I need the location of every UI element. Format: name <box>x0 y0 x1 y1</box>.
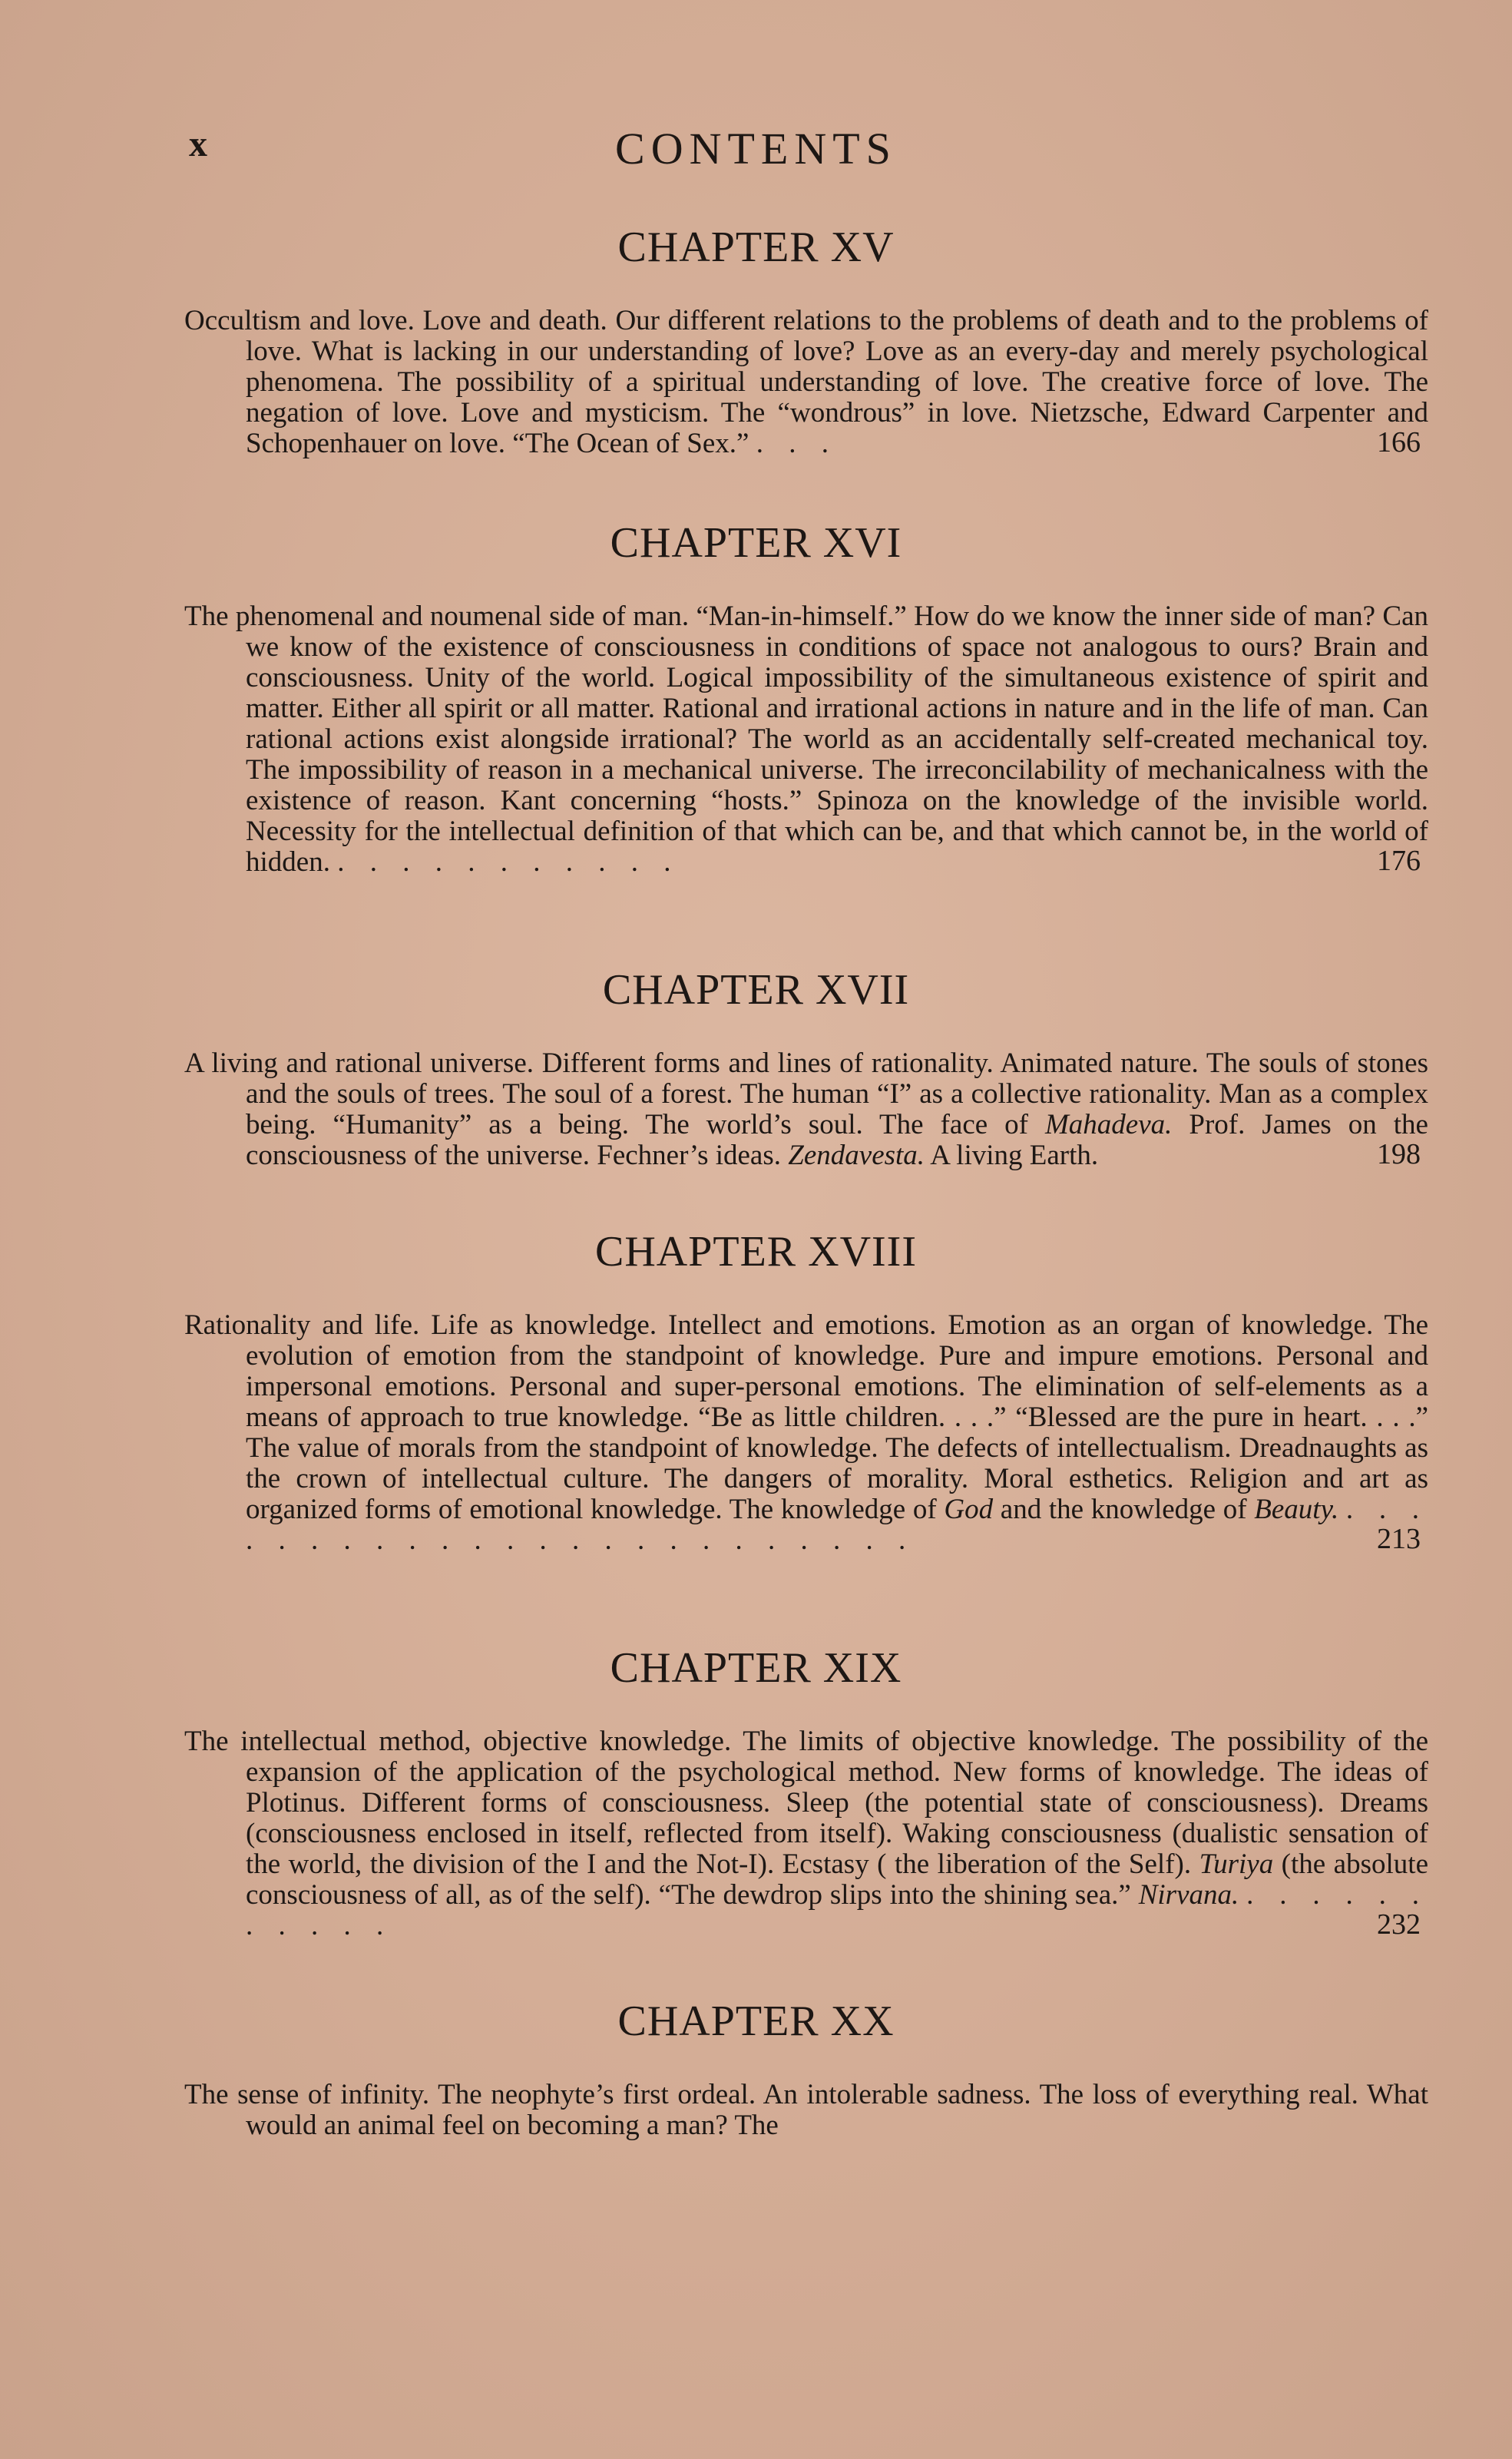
summary-text: (the absolute consciousness of all, as of the self). “The dewdrop slips into the shining sea.” <box>246 1848 1428 1911</box>
chapter-xix <box>0 1643 1512 1941</box>
chapter-xv <box>0 223 1512 459</box>
chapter-xvii <box>0 965 1512 1171</box>
summary-text: The intellectual method, objective knowledge. The limits of objective knowledge. The possibility of the expansion of the application of the psychological method. New forms of knowledge. The ideas of Plotinus. Different forms of consciousness. Sleep (the potential state of consciousness). Dreams (consciousness enclosed in itself, reflected from itself). Waking consciousness (dualistic sensation of the world, the division of the I and the Not-I). Ecstasy ( the liberation of the Self). <box>184 1726 1428 1880</box>
dot-leader: . . . . . . . . . . . . . . . . . . . . . . . . <box>246 1494 1429 1556</box>
page-number: 176 <box>1377 845 1421 877</box>
chapter-heading: CHAPTER XV <box>617 223 895 271</box>
summary-text: A living and rational universe. Different forms and lines of rationality. Animated nature. The souls of stones and the souls of trees. The soul of a forest. The human “I” as a collective rationality. Man as a complex being. “Humanity” as a being. The world’s soul. The face of <box>184 1047 1428 1140</box>
summary-text: Rationality and life. Life as knowledge. Intellect and emotions. Emotion as an organ of knowledge. The evolution of emotion from the standpoint of knowledge. Pure and impure emotions. Personal and impersonal emotions. Personal and super-personal emotions. The elimination of self-elements as a means of approach to true knowledge. “Be as little children. . . .” “Blessed are the pure in heart. . . .” The value of morals from the standpoint of knowledge. The defects of intellectualism. Dreadnaughts as the crown of intellectual culture. The dangers of morality. Moral esthetics. Religion and art as organized forms of emotional knowledge. The knowledge of <box>184 1309 1428 1525</box>
summary-text: The sense of infinity. The neophyte’s first ordeal. An intolerable sadness. The loss of everything real. What would an animal feel on becoming a man? The <box>184 2079 1428 2141</box>
chapter-entry <box>184 1047 1428 1171</box>
chapter-entry <box>184 305 1428 459</box>
dot-leader: . . . . . . . . . . . <box>337 846 680 878</box>
page-numeral: x <box>189 124 207 164</box>
summary-text: and the knowledge of <box>993 1494 1255 1525</box>
italic-term: Zendavesta. <box>788 1140 925 1171</box>
chapter-xviii <box>0 1227 1512 1556</box>
chapter-heading: CHAPTER XX <box>617 1997 895 2045</box>
page-title: CONTENTS <box>615 124 897 174</box>
italic-term: Mahadeva. <box>1044 1109 1173 1140</box>
chapter-summary <box>184 1726 1428 1941</box>
chapter-entry <box>184 1726 1429 1941</box>
italic-term: Beauty. <box>1254 1494 1339 1525</box>
dot-leader: . . . . . . . . . . . <box>246 1879 1429 1941</box>
summary-text: A living Earth. <box>925 1140 1099 1171</box>
chapter-summary <box>184 1048 1428 1171</box>
page-number: 232 <box>1377 1908 1421 1941</box>
chapter-entry <box>184 601 1428 878</box>
chapter-xvi <box>0 518 1512 878</box>
chapter-heading: CHAPTER XVII <box>602 966 910 1014</box>
chapter-entry <box>184 2079 1428 2141</box>
summary-text: The phenomenal and noumenal side of man. “Man-in-himself.” How do we know the inner side of man? Can we know of the existence of consciousness in conditions of space not analogous to ours? Brain and consciousness. Unity of the world. Logical impossibility of the simultaneous existence of spirit and matter. Either all spirit or all matter. Rational and irrational actions in nature and in the life of man. Can rational actions exist alongside irrational? The world as an accidentally self-created mechanical toy. The impossibility of reason in a mechanical universe. The irreconcilability of mechanicalness with the existence of reason. Kant concerning “hosts.” Spinoza on the knowledge of the invisible world. Necessity for the intellectual definition of that which can be, and that which cannot be, in the world of hidden. <box>184 601 1428 878</box>
chapter-summary <box>184 306 1428 459</box>
chapter-entry <box>184 1309 1429 1556</box>
dot-leader: . . . <box>756 428 838 459</box>
chapter-xx <box>0 1997 1512 2141</box>
chapter-summary <box>184 1310 1428 1556</box>
italic-term: Turiya <box>1199 1848 1274 1880</box>
chapter-summary <box>184 601 1428 878</box>
chapter-heading: CHAPTER XVIII <box>595 1228 917 1276</box>
page-number: 166 <box>1377 426 1421 458</box>
italic-term: God <box>944 1494 994 1525</box>
chapter-heading: CHAPTER XVI <box>610 519 902 567</box>
page-number: 213 <box>1377 1523 1421 1555</box>
summary-text: Prof. James on the consciousness of the universe. Fechner’s ideas. <box>246 1109 1428 1171</box>
italic-term: Nirvana. <box>1138 1879 1239 1911</box>
chapter-heading: CHAPTER XIX <box>610 1644 902 1692</box>
page-number: 198 <box>1377 1138 1421 1170</box>
summary-text: Occultism and love. Love and death. Our different relations to the problems of death and to the problems of love. What is lacking in our understanding of love? Love as an every-day and merely psychological phenomena. The possibility of a spiritual understanding of love. The creative force of love. The negation of love. Love and mysticism. The “wondrous” in love. Nietzsche, Edward Carpenter and Schopenhauer on love. “The Ocean of Sex.” <box>184 305 1428 459</box>
chapter-summary <box>184 2080 1428 2141</box>
